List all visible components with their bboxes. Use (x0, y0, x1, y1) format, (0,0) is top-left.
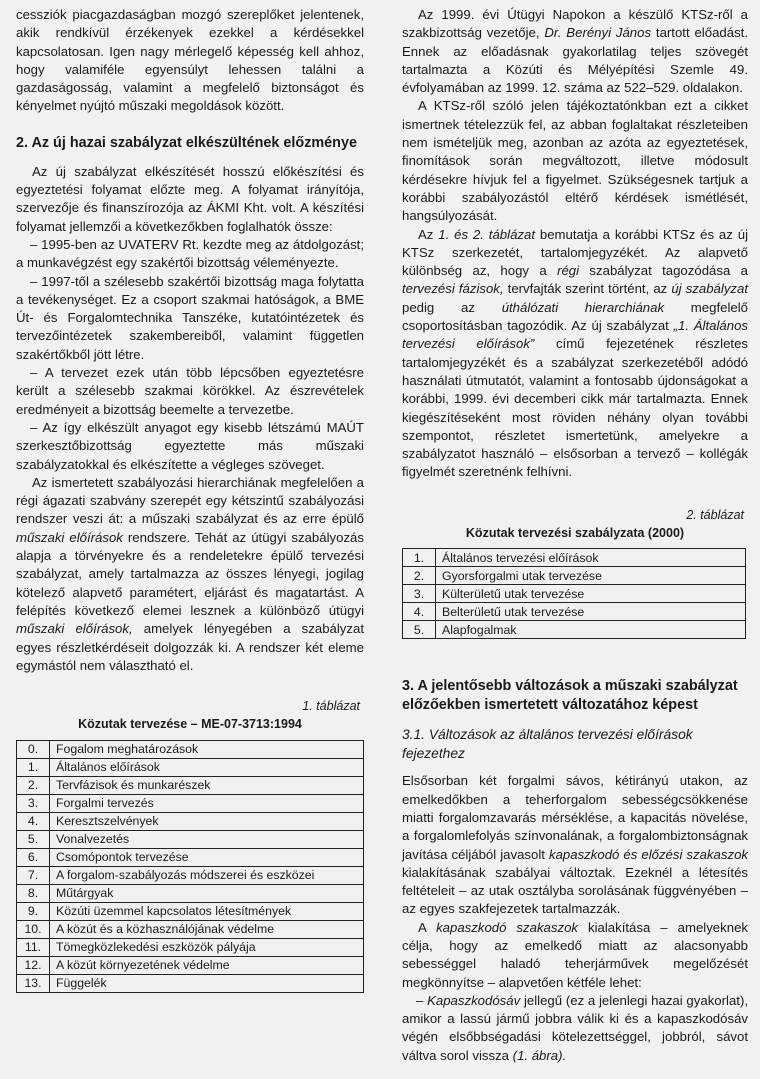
table-row (403, 567, 746, 585)
paragraph: A KTSz-ről szóló jelen tájékoztatónkban ezt a cikket ismertnek tételezzük fel, az abban foglaltakat részleteiben nem ismételjük meg, azonban az azóta az egyeztetések, finomítások során megváltozott, illetve módosult kérdésekre hívjuk fel a figyelmet. Szükségesnek tartjuk a korábbi szabályozástól eltérő kérdések ismétlését, hangsúlyozását. (402, 98, 748, 224)
table-row (17, 938, 364, 956)
paragraph: Az 1999. évi Útügyi Napokon a készülő KTSz-ről a szakbizottság vezetője, Dr. Berényi János tartott előadást. Ennek az előadásnak gyakorlatilag teljes szövegét tartalmazta a Közúti és Mélyépítési Szemle 49. évfolyamában az 1999. 12. száma az 522–529. oldalakon. (402, 7, 748, 96)
row-number: 8. (17, 884, 50, 902)
row-title: Tömegközlekedési eszközök pályája (50, 938, 364, 956)
row-number: 12. (17, 956, 50, 974)
table-2 (402, 506, 748, 640)
table-row (17, 848, 364, 866)
row-number: 6. (17, 848, 50, 866)
table-number: 2. táblázat (686, 507, 744, 522)
table-title: Közutak tervezési szabályzata (2000) (465, 526, 685, 541)
row-number: 5. (17, 830, 50, 848)
table-row (17, 884, 364, 902)
paragraph: Az ismertetett szabályozási hierarchiának megfelelően a régi ágazati szabvány szerepét egy kétszintű szabályozási rendszer veszi át: a műszaki szabályzat és az erre épülő műszaki előírások rendszere. Tehát az útügyi szabályozás alapja a törvényekre és a rendeletekre épülő tervezési szabályzat, amely tartalmazza az összes lényegi, jogilag kötelező alapvető paramétert, eljárást és magatartást. A felépítés következő elemei lesznek a különböző útügyi műszaki előírások, amelyek lényegében a szabályzat egyes részletkérdéseit dolgozzák ki. A rendszer két eleme egymástól nem választható el. (16, 474, 364, 673)
table-row (17, 956, 364, 974)
dash-item: – 1997-től a szélesebb szakértői bizottság maga folytatta a tevékenységet. Ez a csoport szakmai hatóságok, a BME Út- és Forgalomtechnika Tanszéke, kutatóintézetek és tervezőintézetek szakembereiből, valamint független szakértőkből jött létre. (16, 273, 364, 362)
row-number: 2. (17, 776, 50, 794)
section-3-heading: 3. A jelentősebb változások a műszaki szabályzat előzőekben ismertetett változatához képest (402, 678, 738, 714)
table-row (17, 830, 364, 848)
row-title: Forgalmi tervezés (50, 794, 364, 812)
row-number: 4. (403, 603, 436, 621)
table-row (17, 920, 364, 938)
paragraph: Az új szabályzat elkészítését hosszú előkészítési és egyeztetési folyamat előzte meg. A folyamat irányítója, szervezője és finanszírozója az ÁKMI Kht. volt. A készítési folyamat jellemzői a következőkben foglalhatók össze: (16, 163, 364, 234)
right-column (402, 6, 748, 1065)
dash-item: – A tervezet ezek után több lépcsőben egyeztetésre került a szélesebb szakmai körökkel. Az észrevételek eredményeit a bizottság beemelte a tervezetbe. (16, 365, 364, 417)
left-column (16, 6, 364, 993)
row-title: Függelék (50, 974, 364, 992)
table-row (403, 549, 746, 567)
row-title: Vonalvezetés (50, 830, 364, 848)
table-row (17, 866, 364, 884)
intro-paragraph: cessziók piacgazdaságban mozgó szereplőket jelentenek, akik rendkívül érzékenyek ezekkel a kérdésekkel kapcsolatosan. Igen nagy mérlegelő képesség kell ahhoz, hogy valamiféle egyensúlyt lehessen találni a gazdaságosság, valamint a megfelelő biztonságot és kényelmet nyújtó műszaki megoldások között. (16, 7, 364, 114)
table-number: 1. táblázat (302, 699, 360, 714)
row-title: A forgalom-szabályozás módszerei és eszközei (50, 866, 364, 884)
table-row (403, 585, 746, 603)
table-row (17, 776, 364, 794)
table-row (403, 621, 746, 639)
table-row (17, 758, 364, 776)
row-number: 13. (17, 974, 50, 992)
table-body (402, 548, 746, 639)
paragraph: Az 1. és 2. táblázat bemutatja a korábbi KTSz és az új KTSz szerkezetét, tartalomjegyzékét. Az alapvető különbség az, hogy a régi szabályzat tagozódása a tervezési fázisok, tervfajták szerint történt, az új szabályzat pedig az úthálózati hierarchiának megfelelő csoportosításban tagozódik. Az új szabályzat „1. Általános tervezési előírások” című fejezetének részletes tartalomjegyzékét és a szabályzat szerkezetéből adódó használati útmutatót, valamint a fontosabb újdonságokat a korábbi, 1999. évi decemberi cikk már tartalmazta. Ennek kiegészítéseként most röviden néhány olyan további szempontot, részletet ismertetünk, amelyekre a szabályzatot használó – elsősorban a tervező – kollégák figyelmét szeretnénk felhívni. (402, 226, 748, 480)
row-title: Külterületű utak tervezése (436, 585, 746, 603)
row-number: 9. (17, 902, 50, 920)
row-number: 0. (17, 740, 50, 758)
row-title: Általános előírások (50, 758, 364, 776)
row-title: Fogalom meghatározások (50, 740, 364, 758)
row-number: 1. (403, 549, 436, 567)
paragraph: A kapaszkodó szakaszok kialakítása – amelyeknek célja, hogy az emelkedő miatt az alacsonyabb sebességgel haladó teherjárművek megelőzését megkönnyítse – alapvetően kétféle lehet: (402, 919, 748, 990)
row-number: 2. (403, 567, 436, 585)
row-title: Műtárgyak (50, 884, 364, 902)
subsection-3-1-heading: 3.1. Változások az általános tervezési előírások fejezethez (402, 727, 693, 762)
row-title: Közúti üzemmel kapcsolatos létesítmények (50, 902, 364, 920)
table-row (17, 974, 364, 992)
row-title: Gyorsforgalmi utak tervezése (436, 567, 746, 585)
table-row (403, 603, 746, 621)
section-2-heading: 2. Az új hazai szabályzat elkészültének előzménye (16, 134, 357, 151)
row-number: 10. (17, 920, 50, 938)
table-row (17, 812, 364, 830)
dash-item: – 1995-ben az UVATERV Rt. kezdte meg az átdolgozást; a munkavégzést egy szakértői bizottság véleményezte. (16, 236, 364, 271)
row-number: 3. (17, 794, 50, 812)
row-number: 5. (403, 621, 436, 639)
row-number: 7. (17, 866, 50, 884)
table-1 (16, 697, 364, 993)
table-body (16, 740, 364, 993)
table-row (17, 902, 364, 920)
row-number: 4. (17, 812, 50, 830)
dash-item: – Kapaszkodósáv jellegű (ez a jelenlegi hazai gyakorlat), amikor a lassú jármű jobbra válik ki és a kapaszkodósáv végén elsőbbségadási kötelezettséggel, jobbról, sávot váltva sorol vissza (1. ábra). (402, 992, 748, 1063)
row-number: 11. (17, 938, 50, 956)
row-title: A közút környezetének védelme (50, 956, 364, 974)
row-title: Alapfogalmak (436, 621, 746, 639)
table-row (17, 740, 364, 758)
row-title: Keresztszelvények (50, 812, 364, 830)
row-title: A közút és a közhasználójának védelme (50, 920, 364, 938)
row-number: 3. (403, 585, 436, 603)
dash-item: – Az így elkészült anyagot egy kisebb létszámú MAÚT szerkesztőbizottság egyeztette más műszaki szabályzatokkal és elkészítette a végleges szöveget. (16, 419, 364, 472)
row-title: Belterületű utak tervezése (436, 603, 746, 621)
paragraph: Elsősorban két forgalmi sávos, kétirányú utakon, az emelkedőkben a teherforgalom sebességcsökkenése miatti forgalomzavarás mérséklése, a kapacitás növelése, a forgalomlefolyás színvonalának, a forgalombiztonságnak javítása céljából javasolt kapaszkodó és előzési szakaszok kialakításának szabályai változtak. Ezeknél a létesítés feltételeit – az utak osztályba sorolásának függvényében – az egyes szakfejezetek tartalmazzák. (402, 773, 749, 917)
table-title: Közutak tervezése – ME-07-3713:1994 (78, 717, 302, 732)
row-title: Csomópontok tervezése (50, 848, 364, 866)
row-title: Tervfázisok és munkarészek (50, 776, 364, 794)
row-title: Általános tervezési előírások (436, 549, 746, 567)
table-row (17, 794, 364, 812)
row-number: 1. (17, 758, 50, 776)
